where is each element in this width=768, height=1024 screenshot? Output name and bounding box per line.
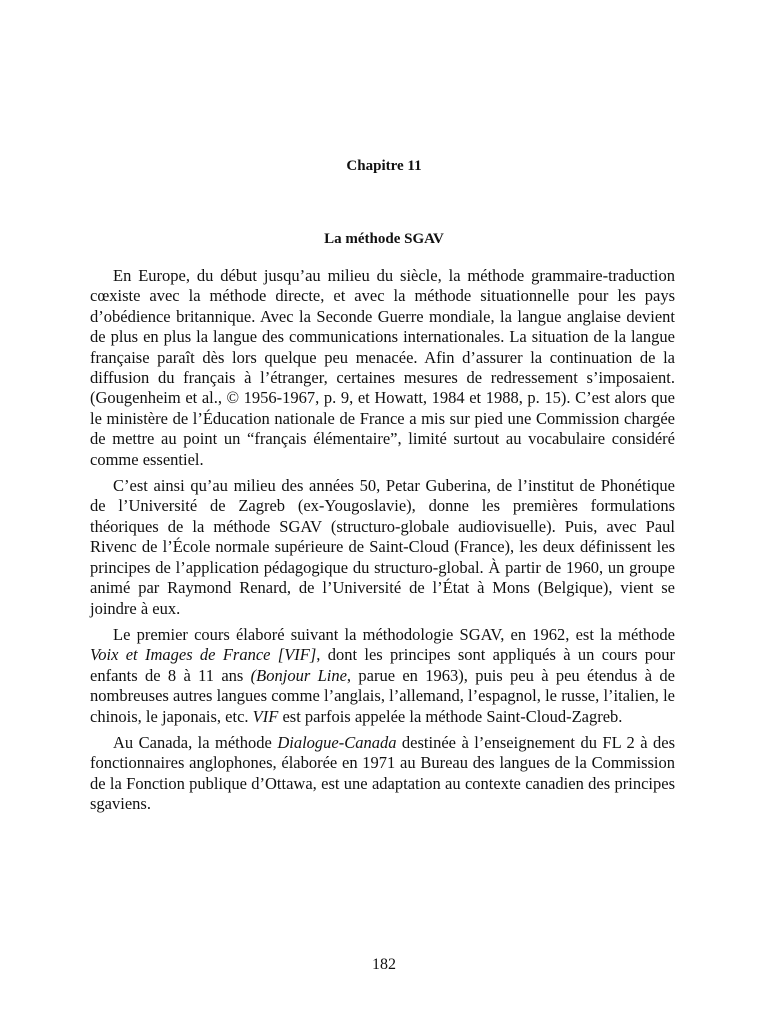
page-number: 182: [372, 956, 396, 973]
section-title: La méthode SGAV: [324, 231, 444, 247]
paragraph: [90, 266, 675, 470]
text-run: En Europe, du début jusqu’au milieu du siècle, la méthode grammaire-traduction cœxiste avec la méthode directe, et avec la méthode situationnelle pour les pays d’obédience britannique. Avec la Seconde Guerre mondiale, la langue anglaise devient de plus en plus la langue des communications internationales. La situation de la langue française paraît dès lors quelque peu menacée. Afin d’assurer la continuation de la diffusion du français à l’étranger, certaines mesures de redressement s’imposaient. (Gougenheim et al., © 1956-1967, p. 9, et Howatt, 1984 et 1988, p. 15). C’est alors que le ministère de l’Éducation nationale de France a mis sur pied une Commission chargée de mettre au point un “français élémentaire”, limité surtout au vocabulaire considéré comme essentiel.: [90, 266, 675, 469]
paragraph: [90, 476, 675, 619]
italic-title: Dialogue-Canada: [277, 732, 397, 752]
text-run: Au Canada, la méthode: [113, 732, 278, 752]
italic-title: (Bonjour Line: [250, 665, 347, 685]
paragraph: [90, 625, 675, 727]
text-run: est parfois appelée la méthode Saint-Cloud-Zagreb.: [278, 706, 623, 726]
text-run: C’est ainsi qu’au milieu des années 50, Petar Guberina, de l’institut de Phonétique de l’Université de Zagreb (ex-Yougoslavie), donne les premières formulations théoriques de la méthode SGAV (structuro-globale audiovisuelle). Puis, avec Paul Rivenc de l’École normale supérieure de Saint-Cloud (France), les deux définissent les principes de l’application pédagogique du structuro-global. À partir de 1960, un groupe animé par Raymond Renard, de l’Université de l’État à Mons (Belgique), vient se joindre à eux.: [90, 476, 675, 618]
paragraph: [90, 733, 675, 815]
chapter-label: Chapitre 11: [346, 158, 422, 174]
text-run: Le premier cours élaboré suivant la méthodologie SGAV, en 1962, est la méthode: [113, 624, 675, 644]
italic-title: VIF: [252, 706, 279, 726]
body-text: [90, 266, 675, 821]
italic-title: Voix et Images de France [VIF]: [90, 645, 317, 665]
text-run: destinée à l’enseignement du FL 2 à des fonctionnaires anglophones, élaborée en 1971 au Bureau des langues de la Commission de la Fonction publique d’Ottawa, est une adaptation au contexte canadien des principes sgaviens.: [90, 732, 675, 814]
text-run: , parue en 1963), puis peu à peu étendus à de nombreuses autres langues comme l’anglais, l’allemand, l’espagnol, le russe, l’italien, le chinois, le japonais, etc.: [90, 665, 675, 726]
text-run: , dont les principes sont appliqués à un cours pour enfants de 8 à 11 ans: [90, 645, 675, 685]
